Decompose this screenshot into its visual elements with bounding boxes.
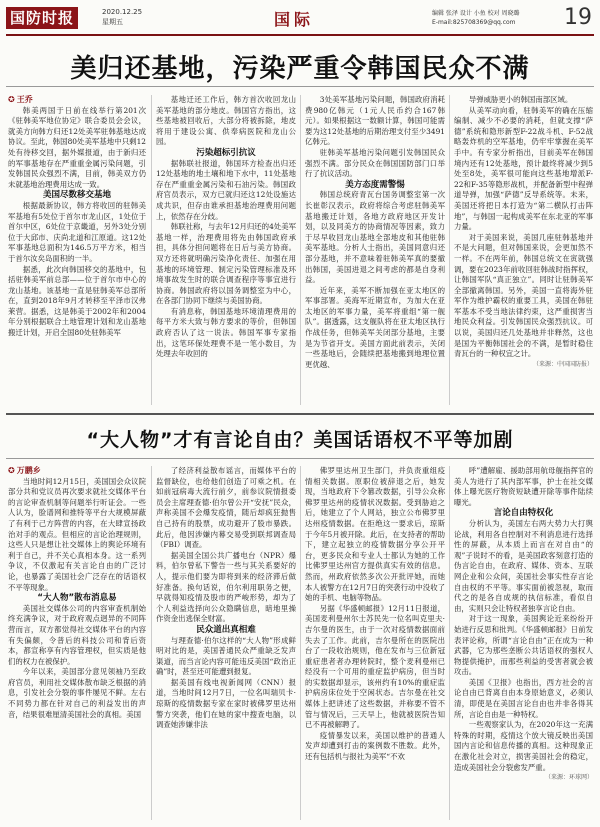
column-divider bbox=[151, 95, 152, 405]
article1-paragraph: 韩美两国于日前在线举行第201次《驻韩美军地位协定》联合委员会会议，就美方向韩方归还12处美军驻韩基地达成协议。至此，韩国80处美军基地中只剩12处有待移交回，据外媒报道，由于新归还的军事基地存在严重重金属污染问题，引发韩国民众强烈不满，目前，韩美双方仍未就基地治理费用达成一致。 bbox=[8, 105, 146, 189]
editor-credits bbox=[432, 9, 562, 27]
article2-paragraph: 佛罗里达州卫生部门，并负责重组疫情相关数据。原职位被辞退之后，她发现，当地政府下令篡改数据，引导公众称佛罗里达州的疫情状况数据。受到胁迫之后，她建立了个人网站，独立公布佛罗里达州疫情数据。在拒绝这一要求后，琼斯于今年5月被开除。此后，在支持者的帮助下，建立起独立的疫情数据分享公开平台，更多民众和专业人士都认为她的工作比佛罗里达州官方提供真实有效的信息。然而，州政府依然多次公开批评她，而她本人被警方在12月7日的突袭行动中没收了她的手机、电脑等物品。 bbox=[305, 466, 445, 603]
article2-paragraph: 当地时间12月15日，美国国会众议院部分共和党议员再次要求就社交媒体平台的言论审查机制等问题举行听证会。一些人认为，脸谱网和推特等平台大规模屏蔽了有利于己方阵营的内容，在大肆宣扬政治对手的观点。但相应的言论治理规则，这些人只是想让社交媒体上的舆论环境有利于自己，并不关心真相本身。这一系列争议，不仅激起有关言论自由的广泛讨论，也暴露了美国社会广泛存在的话语权不平等现象。 bbox=[8, 476, 146, 592]
article1-paragraph: 基地迁还工作后，韩方首次收回龙山美军基地的部分地皮。韩国官方指出，这些基地被回收后，大部分将被拆除，地皮将用于建设公寓、供奉病医院和龙山公园。 bbox=[156, 95, 296, 147]
headline-rule bbox=[6, 458, 594, 459]
star-icon: ✪ bbox=[8, 95, 15, 104]
issue-weekday: 星期五 bbox=[102, 18, 123, 26]
article2-paragraph: 对于这一现象，美国舆论近来纷纷开始进行反思和批判。《华盛顿邮报》日前发表评论称，所谓“言论自由”正在成为一种武器，它为那些垄断公共话语权的强权人物提供掩护，而那些利益的受害者就会被攻击。 bbox=[454, 614, 593, 677]
article1-source: （来源：中国国防报） bbox=[532, 360, 593, 368]
article2-paragraph: 今年以来，美国部分意见领袖乃至政府官员，利用社交媒体散布缺乏根据的消息，引发社会分裂的事件屡见不鲜。左右不同势力都在针对自己的利益发出的声音，结果很难厘清美国社会的真相。美国 bbox=[8, 667, 146, 719]
article1-paragraph: 据悉，此次向韩国移交的基地中，包括驻韩美军前总部——位于首尔市中心的龙山基地。该基地一直是驻韩美军总部所在，直到2018年9月才转移至平泽市汉弗莱营。据悉，这是韩美于2002年和2004年分别根据联合土地管理计划和龙山基地搬迁计划，开启全国80处驻韩美军 bbox=[8, 264, 146, 338]
article1-column-2 bbox=[156, 95, 296, 407]
article2-subhead: “大人物”散布消息易 bbox=[37, 593, 117, 604]
article1-paragraph: 3处美军基地污染问题，韩国政府消耗费980亿韩元（1元人民币约合167韩元）。如果根据这一数额计算，韩国可能需要为这12处基地的后期治理支付至少3491亿韩元。 bbox=[305, 95, 445, 147]
article2-source: （来源：环球网） bbox=[544, 774, 593, 782]
article1-subhead: 美方态度需警惕 bbox=[345, 179, 405, 190]
article2-paragraph: 分析认为，美国左右两大势力大打舆论战，利用各自控制对不利消息进行选择性的屏蔽，从本质上而言在对自由“的观”子说时不的看，是美国政客刻意打造的伪言论自由，在政府、媒体、资本、互联网企业和公众间，美国社会事实性存言论自由权的不平等。事实面前被忽视，取而代之的是各自成规的执信标准，看似自由，实则只会让特权者独享言论自由。 bbox=[454, 518, 593, 613]
headline-rule bbox=[6, 86, 594, 87]
article2-paragraph: 一些观察家认为，在2020年这一充满特殊的时期，疫情这个放大镜反映出美国国内言论和信息传播的真相。这种现象正在激化社会对立，损害美国社会的稳定，造成美国社会分裂愈发严重。 bbox=[454, 720, 593, 772]
article2-paragraph: 疫情暴发以来，美国以维护的普通人发声却遭到打击的案例数不胜数。此外，还有包括机与报社为美军“不欢 bbox=[305, 730, 445, 762]
article2-column-2 bbox=[156, 466, 296, 822]
page-number: 19 bbox=[564, 5, 592, 30]
column-divider bbox=[300, 466, 301, 820]
article1-paragraph: 有消息称，韩国基地环境清理费用的每平方米大致与韩方要求的等价，但韩国政府否认了这一说法。韩国军事专家指出，这笔环保处理费不是一笔小数目，为处理去年收回的 bbox=[156, 306, 296, 359]
article2-paragraph: 美国《卫报》也指出，西方社会的言论自由已背离自由本身原始意义，必须认清，即使是在美国言论自由也并非各得其所，言论自由是一种特权。 bbox=[454, 677, 593, 719]
article1-author: ✪ 王乔 bbox=[8, 95, 33, 104]
article1-paragraph: 导弹威胁更小的韩国南部区域。 bbox=[468, 95, 573, 104]
article2-paragraph: 据美国全国公共广播电台（NPR）爆料，伯尔曾私下警告一些与其关系要好的人，提示他们要为即将到来的经济滞后做好准备。换句话说，伯尔利用职务之便，早就得知疫情及股市的严峻形势，却为了个人利益选择向公众隐瞒信息，暗地里操作资金出逃保全财富。 bbox=[156, 550, 296, 624]
editor-names: 编辑 张泽 设计 小鱼 校对 周晓璐 bbox=[432, 10, 520, 17]
article1-column-3 bbox=[305, 95, 445, 407]
article1-paragraph: 根据最新协议，韩方将收回的驻韩美军基地有5处位于首尔市龙山区，1处位于首尔中区，6处位于京畿道，另外3处分别位于大邱市、庆尚北道和江原道。这12处军事基地总面积为146.5万平方米，相当于首尔汝矣岛面积的一半。 bbox=[8, 200, 146, 263]
article1-paragraph: 对于美国来说，美国几座驻韩基地并不是大问题，但对韩国来说，会更加然不一样。不在两年前，韩国总统文在寅就强调，要在2023年前收回驻韩战时指挥权，让韩国军队“真正独立”。同时让驻韩美军全部撤离韩国。另外，美国一直将海外驻军作为维护霸权的重要工具，美国在韩驻军基本不受当地法律约束，这严重损害当地民众利益。引发韩国民众强烈抗议。可以说，美国归还几处基地并非释然，这也是国为平衡韩国社会的不满，是暂时稳住青瓦台的一种权宜之计。 bbox=[454, 232, 593, 359]
editor-email: E-mail:825708369@qq.com bbox=[432, 19, 516, 26]
section-title: 国际 bbox=[274, 10, 315, 29]
article1-headline: 美归还基地，污染严重令韩国民众不满 bbox=[70, 54, 530, 84]
article2-subhead: 民众道出真相难 bbox=[196, 624, 256, 635]
article2-subhead: 言论自由特权化 bbox=[493, 508, 554, 519]
issue-date-block bbox=[102, 7, 142, 27]
article1-paragraph: 从美军动向看，驻韩美军的确在压缩编制、减少不必要的消耗，但就支撑“萨德”系统和隐形新型F-22战斗机、F-52战略轰炸机的空军基地，仍牢牢掌握在美军手中。有专家分析指出，目前美军在韩国境内还有12处基地，预计最终将减少到5处至8处，美军很可能向这些基地增派F-22和F-35等隐形战机，并配备新型中程弹道导弹，加强“萨德”反导系统等。未来，美国还将把日本打造为“第二横队打击阵地”，与韩国一起构成美军在东北亚的军事力量。 bbox=[454, 105, 593, 232]
article1-paragraph: 据韩联社报道，韩国环方检查出归还12处基地的地土壤和地下水中，11处基地存在严重重金属污染和石油污染。韩国政府官员表示，双方已就归还这12处设施达成共识，但存由谁承担基地治理费用问题上，依然存在分歧。 bbox=[156, 158, 296, 221]
article2-author: ✪ 万鹏乡 bbox=[8, 466, 41, 475]
masthead bbox=[6, 5, 594, 36]
article1-paragraph: 韩联社称，与去年12月归还的4处美军基地一样，治理费用将先由韩国政府承担，具体分担问题将在日后与美方协商。双方还将就明确污染净化责任、加强在用基地的环境管理、制定污染管理标准及环境事故发生时的联合调查程序等事宜进行协商。韩国政府将以国务调整室为中心，在各部门协同下继续与美国协商。 bbox=[156, 222, 296, 306]
article2-column-3 bbox=[305, 466, 445, 822]
article2-paragraph: 了经济利益散布谣言，而媒体平台的监督缺位，也给他们创造了可乘之机。在如前冠病毒大流行前夕，前参议院情报委员会主席理查德·伯尔曾公开“安抚”民众，声称美国不会爆发疫情，随后却疯狂抛售自己持有的股票，成功避开了股市暴跌。此后，他因涉嫌内幕交易受到联邦调查局（FBI）调查。 bbox=[156, 466, 296, 550]
column-divider bbox=[151, 466, 152, 820]
article2-headline: “大人物”才有言论自由？美国话语权不平等加剧 bbox=[86, 429, 514, 451]
article1-paragraph: 近年来，美军不断加强在亚太地区的军事部署。美海军近期宣布，为加大在亚太地区的军事力量，美军将重组“第一舰队”。据透露，这支舰队将在亚太地区执行作战任务，但韩美军关闭部分基地，主要是为节省开支。美国方面此前表示，关闭一些基地后，会随续把基地搬到地理位置更优越、 bbox=[305, 285, 445, 369]
article2-paragraph: 与理查德·伯尔这样的“大人物”形成鲜明对比的是，美国普通民众严重缺乏发声渠道，而当言论内容可能违反美国“政治正确”时，甚至还可能遭到报复。 bbox=[156, 635, 296, 677]
article2-column-4 bbox=[454, 466, 593, 822]
article2-paragraph: 据美国有线电视新闻网（CNN）报道，当地时间12月7日，一位名叫瑞贝卡·琼斯的疫情数据专家在家时被佛罗里达州警方突袭，他们在她的家中搜查电脑，以调查她涉嫌非法 bbox=[156, 677, 296, 730]
column-divider bbox=[300, 95, 301, 405]
star-icon: ✪ bbox=[8, 466, 15, 475]
article2-paragraph: 呼”遭解雇、援助部用航母舰指挥官的美人为进行了其内部军事，护士在社交媒体上曝光医疗物资短缺遭开除等事件陆续曝光。 bbox=[454, 466, 593, 507]
column-divider bbox=[449, 95, 450, 405]
article2-paragraph: 另据《华盛顿邮报》12月11日报道，美国麦利曼州尔士苏民先一位名叫克里夫·吉尔曼的医生，由于一次对疫情数据面前失去了工作。此前，吉尔曼所在的医院出台了一段收治规则，他在发布与三位新冠重症患者者办理转院时，整个麦利曼州已经没有一个可用的重症监护病房，但当时的实数据却显示，该州约有10%的重症监护病房床位处于空闲状态。吉尔曼在社交媒体上把讲述了这些数据，并称要不管不管与情况后，三天早上，他就被医院告知已不再被解聘了。 bbox=[305, 603, 445, 730]
column-divider bbox=[449, 466, 450, 820]
article2-column-1 bbox=[8, 466, 146, 822]
issue-date: 2020.12.25 bbox=[102, 8, 143, 16]
article1-subhead: 美国尽数移交基地 bbox=[42, 190, 111, 201]
article1-subhead: 污染超标引抗议 bbox=[196, 147, 256, 158]
article2-paragraph: 美国社交媒体公司的内容审查机制始终充满争议，对于政府观点迥异的不同阵营而言，双方都觉得社交媒体平台的内容有失偏颇，令普后的科技公司和背后资本，都宣称享有内容管理权，但实质是他们的权力在被保护。 bbox=[8, 603, 146, 666]
article1-column-1 bbox=[8, 95, 146, 407]
article-separator bbox=[6, 413, 594, 415]
newspaper-logo: 国防时报 bbox=[6, 7, 78, 29]
article1-paragraph: 韩国总统府青瓦台国务调整室第一次长崔彰汉表示，政府将综合考虑驻韩美军基地搬迁计划，各地方政府地区开发计划，以及同美方的协商情况等因素，致力于尽早收回龙山基地全部地皮和其他驻韩美军基地。分析人士指出，美国同意归还部分基地，并不意味着驻韩美军真的要撤出韩国，美国进退之间考虑的都是自身利益。 bbox=[305, 190, 445, 285]
article1-column-4 bbox=[454, 95, 593, 407]
article1-paragraph: 驻韩美军基地污染问题引发韩国民众强烈不满。部分民众在韩国国防部门口举行了抗议活动。 bbox=[305, 147, 445, 179]
